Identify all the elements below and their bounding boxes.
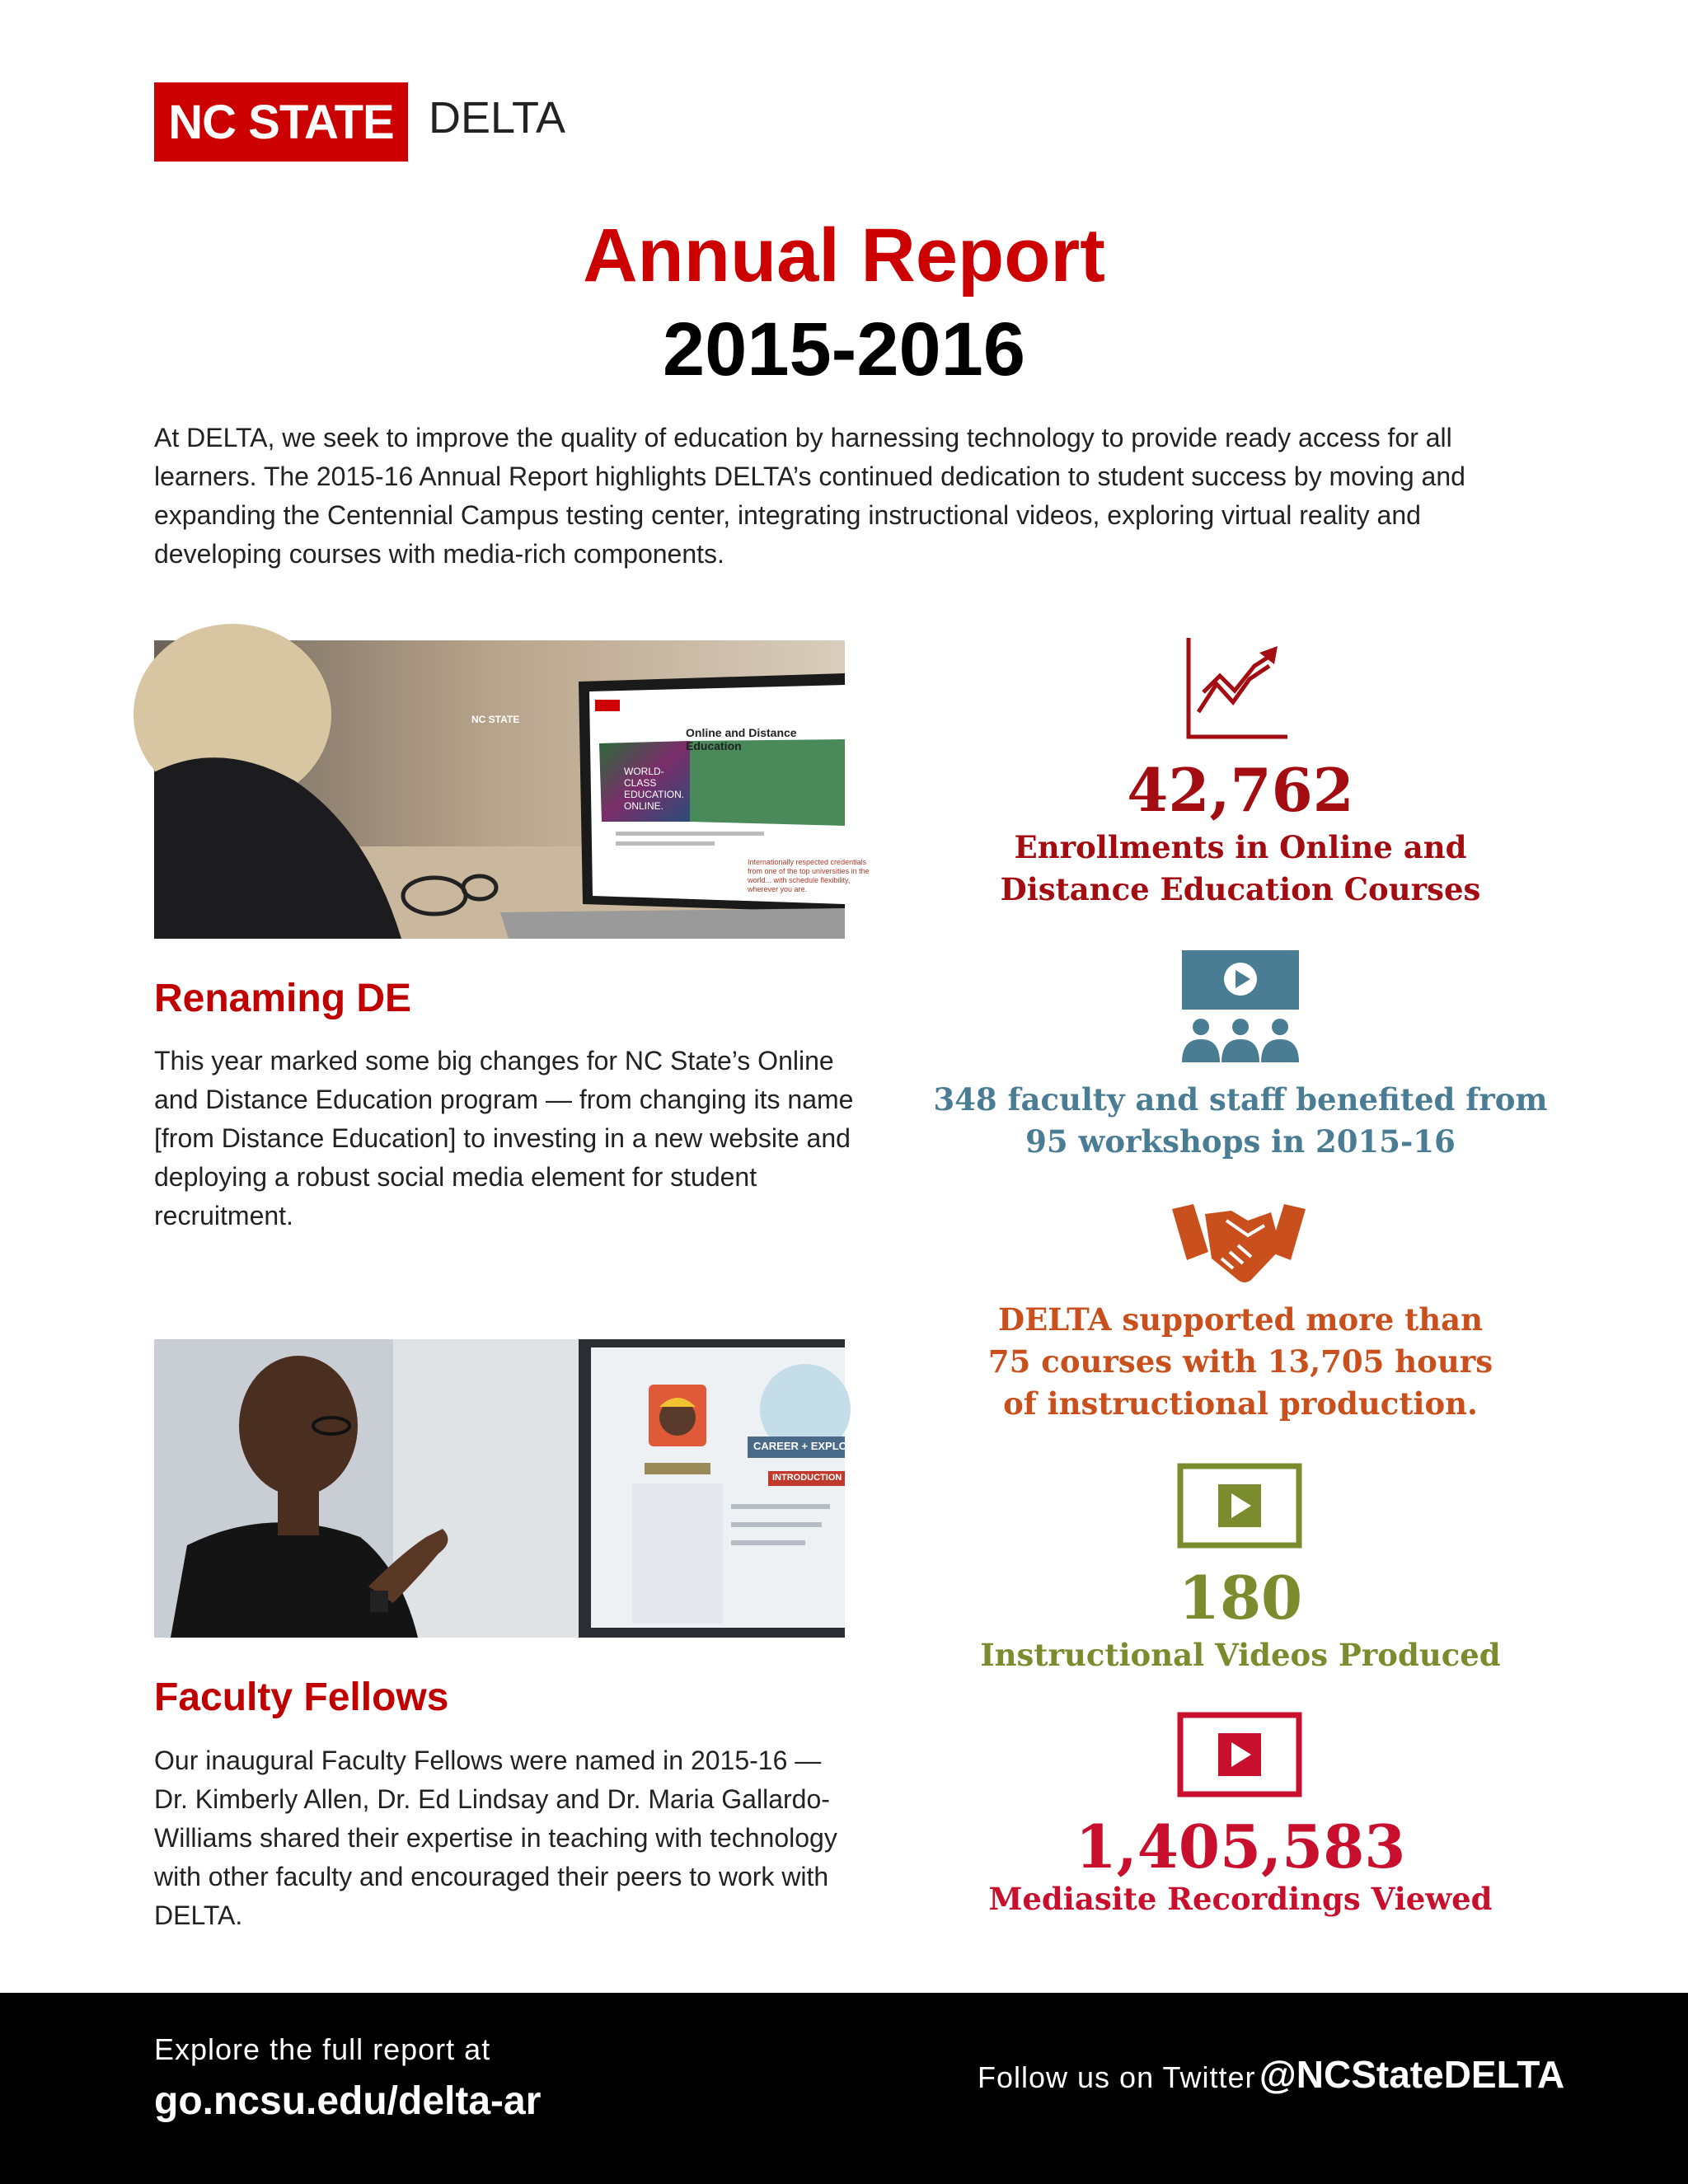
- laptop-page-title: Online and Distance Education: [686, 726, 797, 752]
- stat-enrollments-label: Enrollments in Online and Distance Education Courses: [1000, 829, 1481, 907]
- stat-workshops-label: 348 faculty and staff benefited from 95 workshops in 2015-16: [933, 1081, 1548, 1160]
- laptop-hero-text: WORLD-CLASS EDUCATION. ONLINE.: [624, 766, 685, 812]
- laptop-scene-illustration: [154, 640, 845, 939]
- handshake-icon: [1172, 1201, 1306, 1286]
- stat-enrollments: [907, 755, 1574, 911]
- footer-report-link[interactable]: go.ncsu.edu/delta-ar: [154, 2079, 542, 2123]
- line-chart-icon: [1184, 636, 1289, 742]
- footer-follow-text: Follow us on Twitter: [978, 2060, 1256, 2094]
- stat-recordings-value: 1,405,583: [1075, 1811, 1406, 1882]
- laptop-brand: NC STATE: [471, 714, 520, 725]
- footer-twitter-handle[interactable]: @NCStateDELTA: [1259, 2053, 1565, 2096]
- stat-courses-label: DELTA supported more than 75 courses with 13,705 hours of instructional production.: [987, 1301, 1493, 1422]
- stat-videos-label: Instructional Videos Produced: [980, 1637, 1501, 1673]
- video-play-icon: [1177, 1463, 1302, 1549]
- screen-banner: CAREER + EXPLOR: [753, 1440, 856, 1452]
- stat-videos-value: 180: [1178, 1563, 1303, 1633]
- stat-courses: [907, 1299, 1574, 1425]
- presentation-audience-icon: [1179, 950, 1302, 1067]
- section-body-fellows: Our inaugural Faculty Fellows were named in 2015-16 — Dr. Kimberly Allen, Dr. Ed Lindsay and Dr. Maria Gallardo-Williams shared their expertise in teaching with technology with other faculty and encouraged their peers to work with DELTA.: [154, 1746, 837, 1930]
- photo-faculty-monitor: [154, 1339, 856, 1638]
- stat-recordings: [907, 1811, 1574, 1920]
- footer-twitter: [978, 2052, 1564, 2097]
- section-heading-fellows: Faculty Fellows: [154, 1675, 449, 1719]
- logo-unit: DELTA: [429, 93, 566, 143]
- stat-enrollments-value: 42,762: [1127, 755, 1354, 825]
- photo-laptop-website: [154, 640, 870, 939]
- video-play-icon: [1177, 1712, 1302, 1797]
- intro-paragraph: At DELTA, we seek to improve the quality of education by harnessing technology to provide ready access for all learners. The 2015-16 Annual Report highlights DELTA’s continued dedication to student success by moving and expanding the Centennial Campus testing center, integrating instructional videos, exploring virtual reality and developing courses with media-rich components.: [154, 423, 1465, 569]
- stat-recordings-label: Mediasite Recordings Viewed: [988, 1881, 1493, 1917]
- faculty-scene-illustration: [154, 1339, 845, 1638]
- section-heading-renaming: Renaming DE: [154, 977, 412, 1020]
- report-year: 2015-2016: [663, 307, 1025, 391]
- report-title: Annual Report: [583, 213, 1105, 298]
- logo-brand: NC STATE: [168, 95, 394, 149]
- section-body-renaming: This year marked some big changes for NC State’s Online and Distance Education program — from changing its name [from Distance Education] to investing in a new website and deploying a robust social media element for student recruitment.: [154, 1046, 854, 1230]
- screen-tab: INTRODUCTION: [772, 1473, 842, 1483]
- stat-workshops: [907, 1079, 1574, 1163]
- stat-videos: [907, 1563, 1574, 1676]
- footer-explore-text: Explore the full report at: [154, 2032, 491, 2066]
- laptop-caption: Internationally respected credentials from one of the top universities in the world... with schedule flexibility, wherever you are.: [748, 858, 870, 893]
- ncstate-logo: [154, 82, 408, 162]
